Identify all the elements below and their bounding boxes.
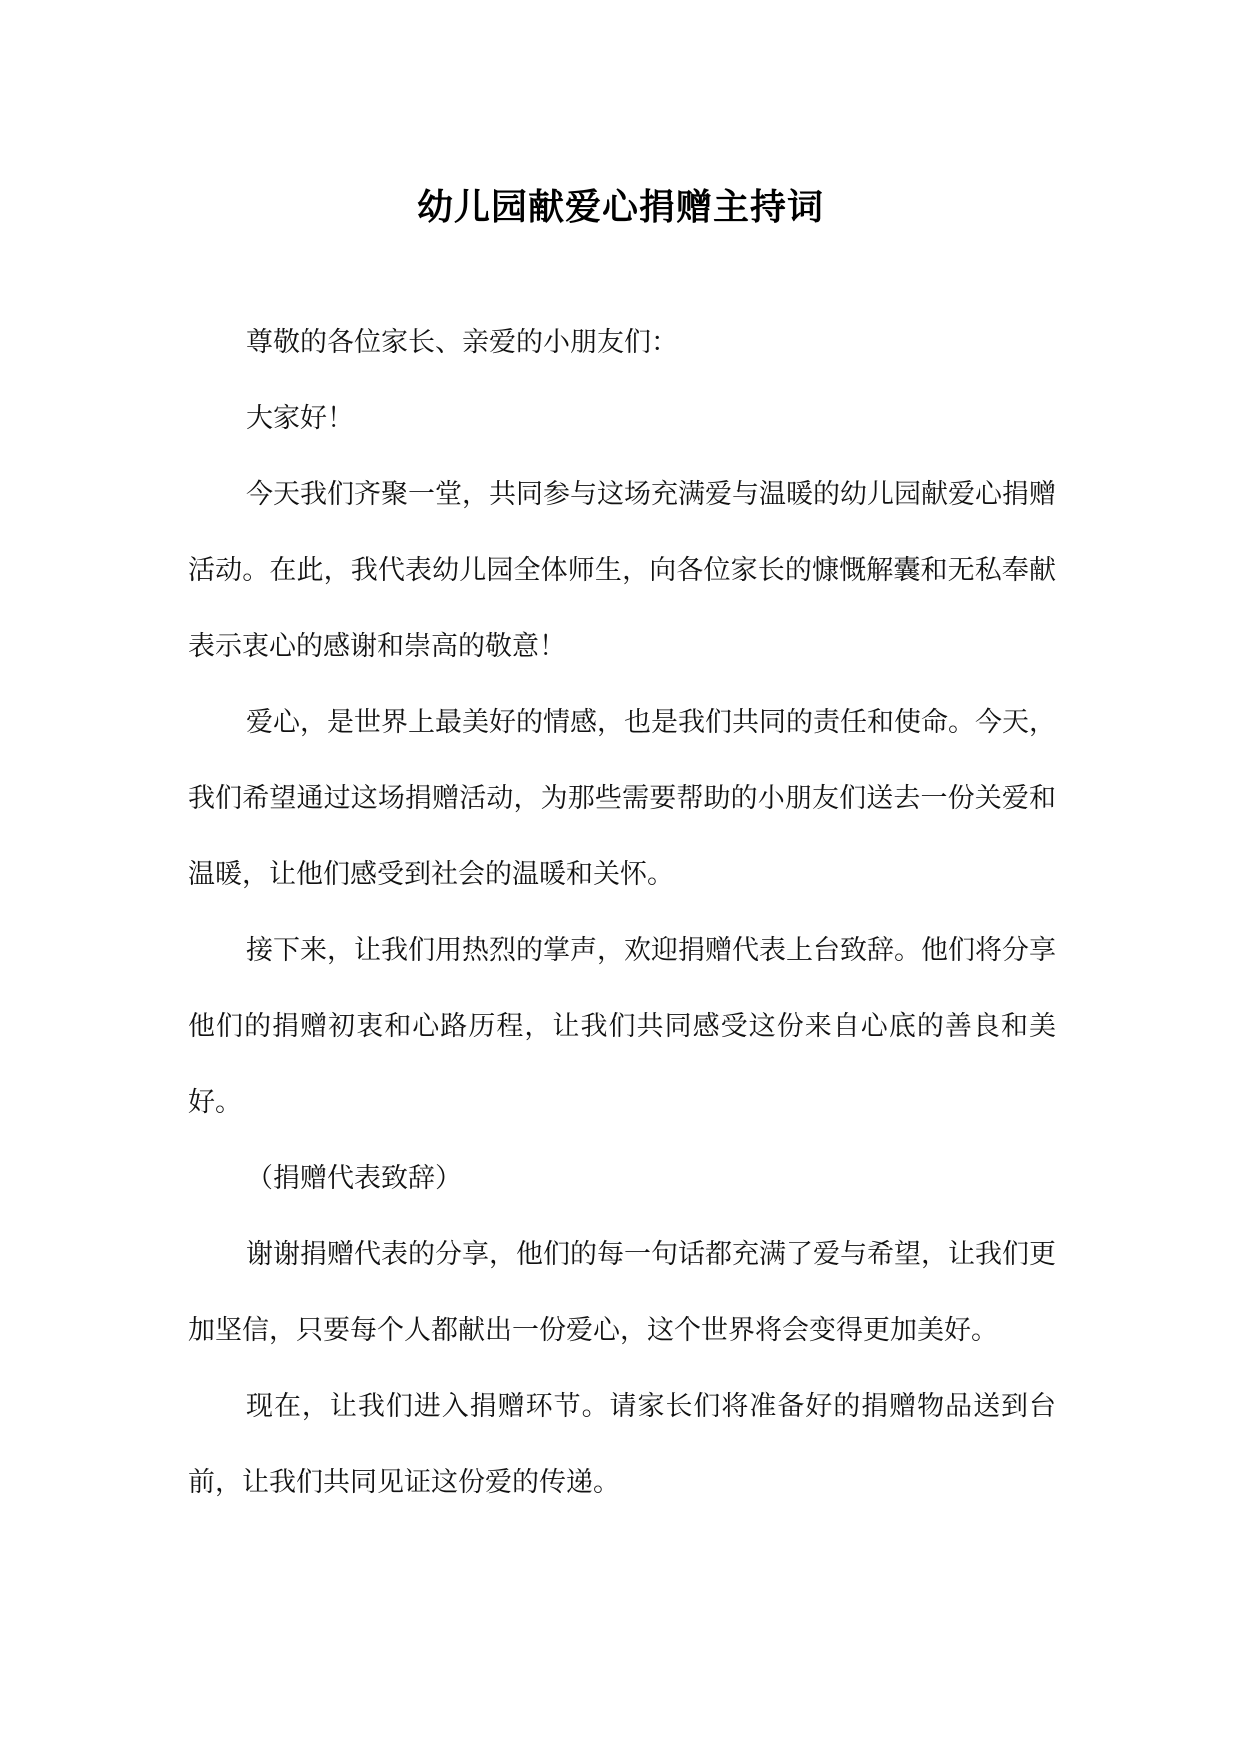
paragraph-love-purpose: 爱心，是世界上最美好的情感，也是我们共同的责任和使命。今天，我们希望通过这场捐赠活动，为那些需要帮助的小朋友们送去一份关爱和温暖，让他们感受到社会的温暖和关怀。 — [188, 707, 1056, 890]
paragraph-greeting: 大家好！ — [246, 403, 354, 434]
paragraph-representative-intro: 接下来，让我们用热烈的掌声，欢迎捐赠代表上台致辞。他们将分享他们的捐赠初衷和心路历程，让我们共同感受这份来自心底的善良和美好。 — [188, 935, 1056, 1118]
paragraph-salutation: 尊敬的各位家长、亲爱的小朋友们： — [246, 327, 678, 358]
paragraph-donation-session: 现在，让我们进入捐赠环节。请家长们将准备好的捐赠物品送到台前，让我们共同见证这份爱的传递。 — [188, 1391, 1056, 1498]
paragraph-thanks: 谢谢捐赠代表的分享，他们的每一句话都充满了爱与希望，让我们更加坚信，只要每个人都献出一份爱心，这个世界将会变得更加美好。 — [188, 1239, 1056, 1346]
paragraph-opening: 今天我们齐聚一堂，共同参与这场充满爱与温暖的幼儿园献爱心捐赠活动。在此，我代表幼儿园全体师生，向各位家长的慷慨解囊和无私奉献表示衷心的感谢和崇高的敬意！ — [188, 479, 1056, 662]
document-title: 幼儿园献爱心捐赠主持词 — [416, 187, 824, 228]
paragraph-representative-speech: （捐赠代表致辞） — [246, 1163, 462, 1194]
document-body — [188, 305, 1056, 1521]
